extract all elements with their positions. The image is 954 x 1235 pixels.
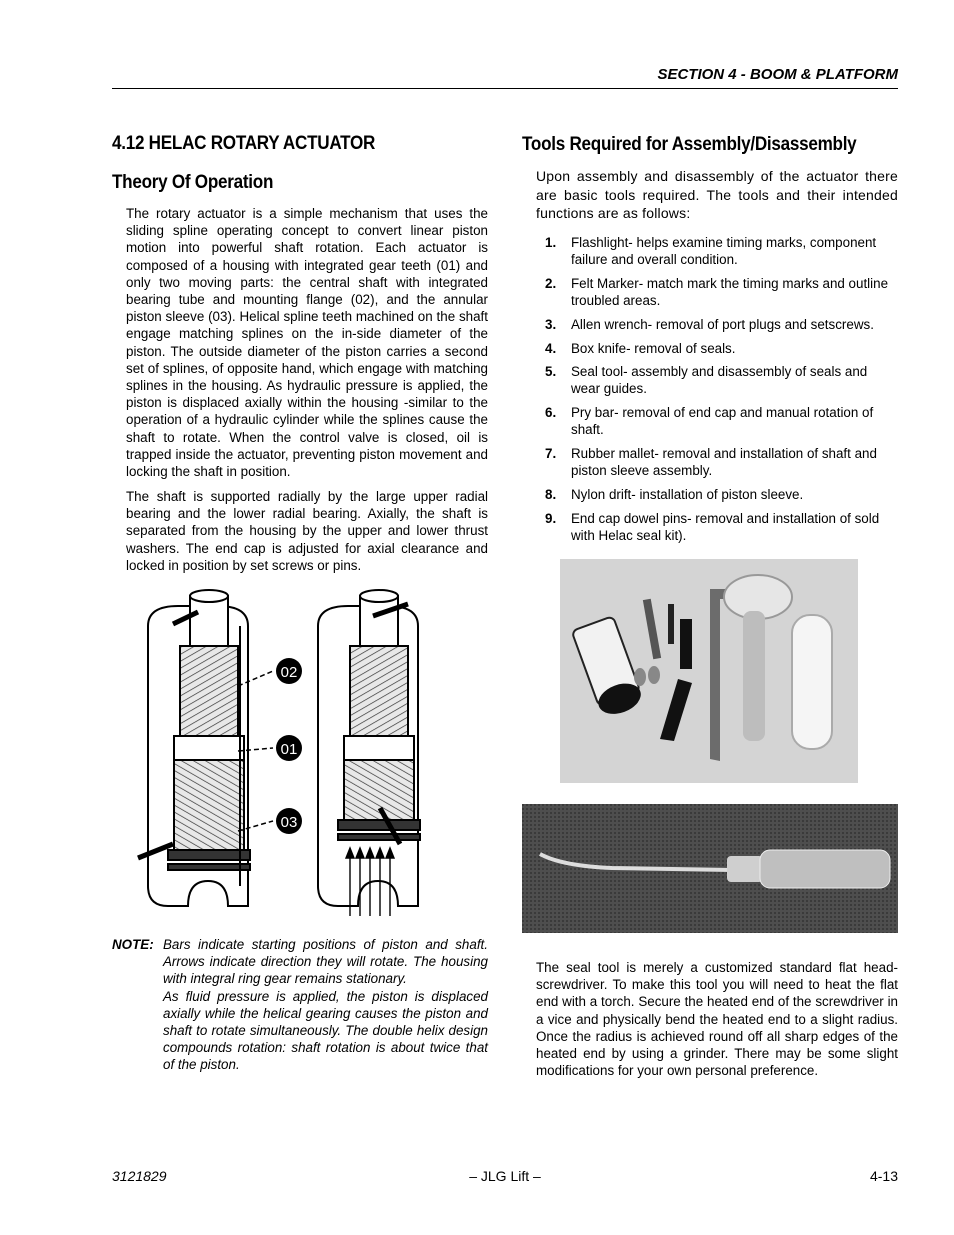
tool-item-6: 6. Pry bar- removal of end cap and manual rotation of shaft. xyxy=(545,405,874,438)
seal-tool-paragraph: The seal tool is merely a customized standard flat head-screwdriver. To make this tool you will need to heat the flat end with a torch. Secure the heated end of the screwdriver in a vice and physically bend the heated end to a slight radius. Once the radius is achieved round off all sharp edges of the heated end by using a grinder. There may be some slight modifications for your own personal preference. xyxy=(536,960,898,1079)
tool-item-8: 8. Nylon drift- installation of piston sleeve. xyxy=(545,486,804,502)
section-title: SECTION 4 - BOOM & PLATFORM xyxy=(657,66,898,83)
footer-brand: – JLG Lift – xyxy=(469,1168,541,1184)
note-text-1: Bars indicate starting positions of piston and shaft. Arrows indicate direction they will rotate. The housing with integral ring gear remains stationary. xyxy=(163,937,488,987)
tools-heading: Tools Required for Assembly/Disassembly xyxy=(522,134,857,155)
tools-list xyxy=(545,234,898,551)
page-number: 4-13 xyxy=(869,1168,898,1184)
theory-paragraph-2: The shaft is supported radially by the large upper radial bearing and the lower radial bearing. Axially, the shaft is separated from the housing by the upper and lower thrust washers. The end cap is adjusted for axial clearance and locked in position by set screws or pins. xyxy=(126,489,488,573)
svg-text:02: 02 xyxy=(280,664,298,681)
note-text-2: As fluid pressure is applied, the piston is displaced axially while the helical gearing causes the piston and shaft to rotate simultaneously. The double helix design compounds rotation: shaft rotation is about twice that of the piston. xyxy=(163,988,488,1073)
tool-item-3: 3. Allen wrench- removal of port plugs and setscrews. xyxy=(545,316,874,332)
tools-intro: Upon assembly and disassembly of the actuator there are basic tools required. The tools and their intended functions are as follows: xyxy=(536,168,898,221)
svg-text:01: 01 xyxy=(280,741,298,758)
label-03 xyxy=(276,808,302,834)
tool-item-7: 7. Rubber mallet- removal and installation of shaft and piston sleeve assembly. xyxy=(545,446,877,479)
svg-text:03: 03 xyxy=(280,814,298,831)
doc-number: 3121829 xyxy=(112,1168,167,1184)
note-label: NOTE: xyxy=(112,937,154,952)
seal-tool-photo xyxy=(522,804,898,933)
actuator-left xyxy=(148,590,250,906)
label-02 xyxy=(276,658,302,684)
label-01 xyxy=(276,735,302,761)
theory-heading: Theory Of Operation xyxy=(112,172,274,193)
tool-item-2: 2. Felt Marker- match mark the timing marks and outline troubled areas. xyxy=(545,275,889,309)
tool-item-5: 5. Seal tool- assembly and disassembly of seals and wear guides. xyxy=(545,364,868,397)
tool-item-1: 1. Flashlight- helps examine timing marks, component failure and overall condition. xyxy=(545,235,877,268)
page-footer xyxy=(112,1168,898,1188)
tool-item-4: 4. Box knife- removal of seals. xyxy=(545,340,736,356)
theory-paragraph-1: The rotary actuator is a simple mechanism that uses the sliding spline operating concept to convert linear piston motion into powerful shaft rotation. Each actuator is composed of a housing with integrated gear teeth (01) and only two moving parts: the central shaft with integrated bearing tube and mounting flange (02), and the annular piston sleeve (03). Helical spline teeth machined on the shaft engage matching splines on the in-side diameter of the piston. The outside diameter of the piston carries a second set of splines, of opposite hand, which engage with matching splines in the housing. As hydraulic pressure is applied, the piston is displaced axially within the housing -similar to the operation of a hydraulic cylinder while the splines cause the shaft to rotate. When the control valve is closed, oil is trapped inside the actuator, preventing piston movement and locking the shaft in position. xyxy=(126,206,488,480)
tools-photo xyxy=(560,559,858,783)
section-heading: 4.12 HELAC ROTARY ACTUATOR xyxy=(112,133,376,154)
actuator-diagram xyxy=(118,586,448,926)
tool-item-9: 9. End cap dowel pins- removal and installation of sold with Helac seal kit). xyxy=(545,510,880,543)
page-header xyxy=(112,62,898,89)
